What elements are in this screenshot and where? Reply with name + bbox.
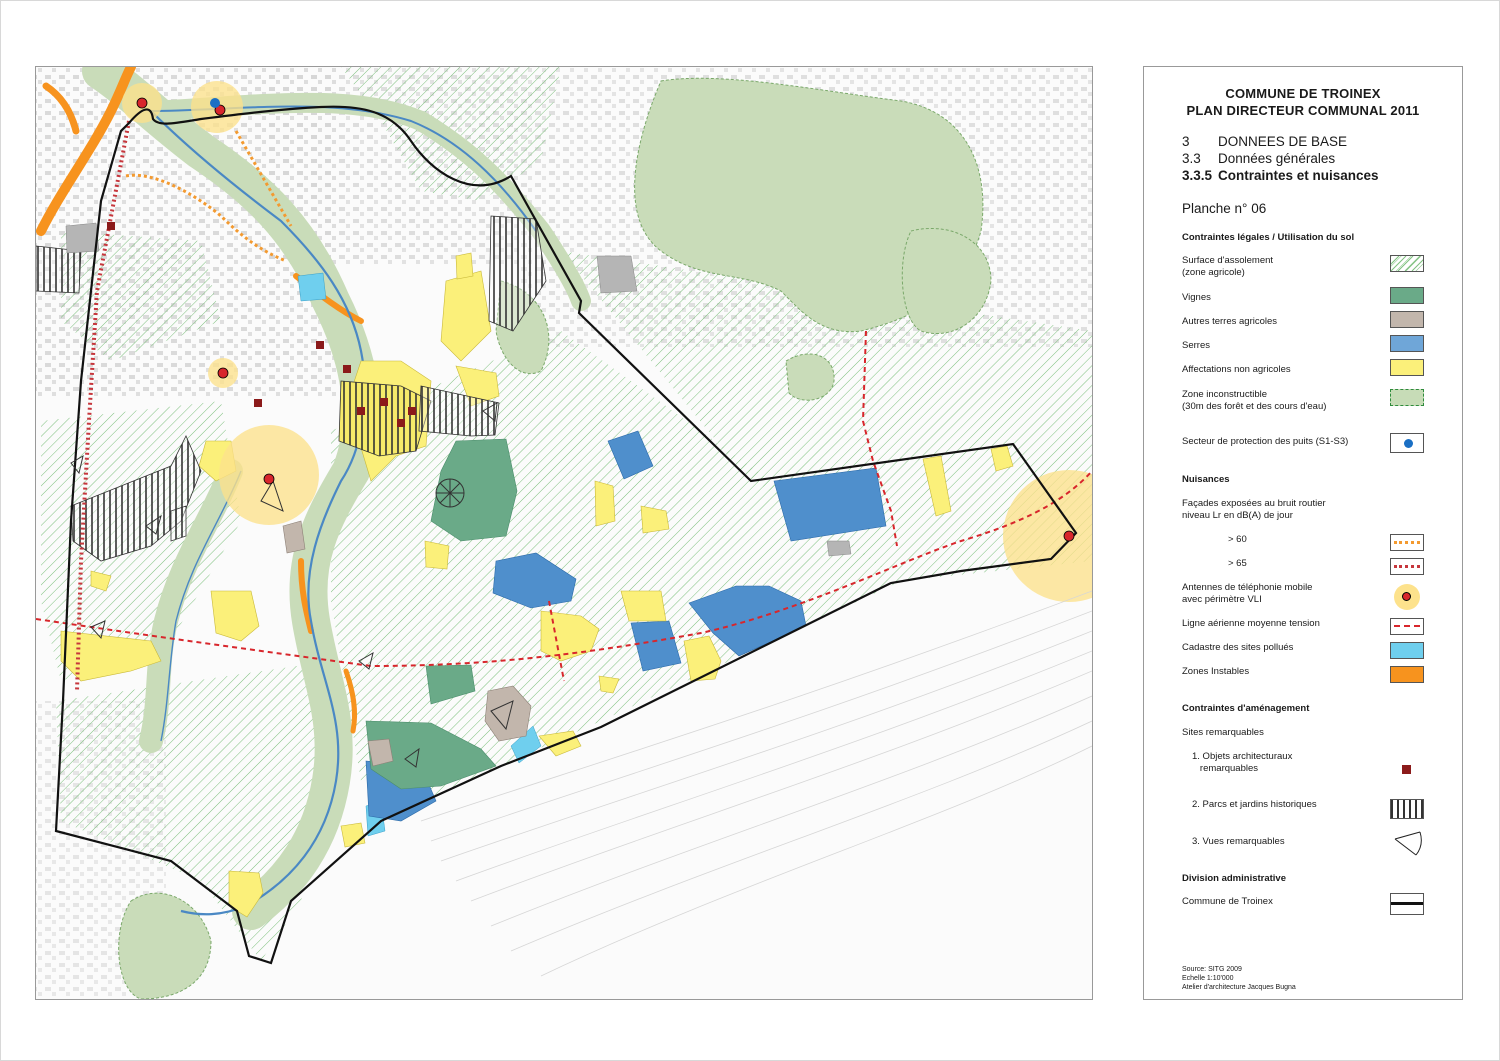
label-zone-inconstructible <box>1182 389 1326 413</box>
swatch-vignes <box>1390 287 1424 304</box>
title-commune: COMMUNE DE TROINEX <box>1225 86 1381 101</box>
label-line: Façades exposées au bruit routier <box>1182 498 1326 509</box>
section-text: Données générales <box>1218 151 1336 166</box>
title-plan: PLAN DIRECTEUR COMMUNAL 2011 <box>1186 103 1420 118</box>
section-text: DONNEES DE BASE <box>1218 134 1348 149</box>
author-line: Atelier d'architecture Jacques Bugna <box>1182 984 1296 991</box>
puits-dot-icon <box>1404 439 1413 448</box>
heading-division: Division administrative <box>1182 873 1287 884</box>
swatch-ligne-aerienne <box>1390 618 1424 635</box>
hatch-swatch <box>1391 256 1423 271</box>
label-surface-assolement <box>1182 255 1273 279</box>
label-line: Surface d'assolement <box>1182 255 1274 266</box>
section-3-3 <box>1182 151 1335 166</box>
legend-panel <box>1143 66 1463 1000</box>
section-3-3-5 <box>1182 168 1379 183</box>
section-text: Contraintes et nuisances <box>1218 168 1379 183</box>
label-line: Zone inconstructible <box>1182 389 1268 400</box>
label-line: 1. Objets architecturaux <box>1192 751 1293 762</box>
swatch-bruit-65 <box>1390 558 1424 575</box>
section-num: 3.3.5 <box>1182 168 1213 183</box>
heading-amenagement: Contraintes d'aménagement <box>1182 703 1310 714</box>
label-autres-terres: Autres terres agricoles <box>1182 316 1278 327</box>
antenna-dot-icon <box>1402 592 1411 601</box>
label-line: (zone agricole) <box>1182 267 1245 278</box>
label-serres: Serres <box>1182 340 1210 351</box>
swatch-autres-terres <box>1390 311 1424 328</box>
heading-contraintes-legales: Contraintes légales / Utilisation du sol <box>1182 232 1355 243</box>
label-affectations: Affectations non agricoles <box>1182 364 1291 375</box>
swatch-bruit-60 <box>1390 534 1424 551</box>
map-canvas <box>36 67 1092 999</box>
label-line: remarquables <box>1199 763 1259 774</box>
swatch-serres <box>1390 335 1424 352</box>
swatch-surface-assolement <box>1390 255 1424 272</box>
secteur-puits-marker <box>210 98 220 108</box>
label-line: avec périmètre VLI <box>1182 594 1262 605</box>
label-cadastre-pollues: Cadastre des sites pollués <box>1182 642 1294 653</box>
label-line: (30m des forêt et des cours d'eau) <box>1182 401 1327 412</box>
swatch-zone-inconstructible <box>1390 389 1424 406</box>
label-secteur-puits: Secteur de protection des puits (S1-S3) <box>1182 436 1349 447</box>
swatch-affectations <box>1390 359 1424 376</box>
label-objets <box>1192 751 1292 775</box>
antenna-icon <box>1394 584 1420 610</box>
label-commune: Commune de Troinex <box>1182 896 1273 907</box>
label-bruit-65: > 65 <box>1228 558 1247 569</box>
label-bruit-60: > 60 <box>1228 534 1247 545</box>
view-cone-icon <box>1392 829 1426 859</box>
section-num: 3.3 <box>1182 151 1201 166</box>
section-num: 3 <box>1182 134 1190 149</box>
objets-square-icon <box>1402 765 1411 774</box>
label-antennes <box>1182 582 1312 606</box>
heading-nuisances: Nuisances <box>1182 474 1230 485</box>
swatch-secteur-puits <box>1390 433 1424 453</box>
label-parcs: 2. Parcs et jardins historiques <box>1192 799 1317 810</box>
source-line: Source: SITG 2009 <box>1182 966 1242 973</box>
section-3 <box>1182 134 1347 149</box>
label-vues: 3. Vues remarquables <box>1192 836 1285 847</box>
dashed-line-icon <box>1394 625 1420 627</box>
label-facades <box>1182 498 1326 522</box>
label-vignes: Vignes <box>1182 292 1211 303</box>
swatch-parcs <box>1390 799 1424 819</box>
dotted-line-icon <box>1394 565 1420 568</box>
boundary-line-icon <box>1391 902 1423 905</box>
scale-line: Echelle 1:10'000 <box>1182 975 1234 982</box>
label-sites-remarquables: Sites remarquables <box>1182 727 1264 738</box>
label-zones-instables: Zones Instables <box>1182 666 1250 677</box>
map-frame[interactable] <box>35 66 1093 1000</box>
label-line: niveau Lr en dB(A) de jour <box>1182 510 1293 521</box>
label-ligne-aerienne: Ligne aérienne moyenne tension <box>1182 618 1320 629</box>
swatch-zones-instables <box>1390 666 1424 683</box>
swatch-commune <box>1390 893 1424 915</box>
label-line: Antennes de téléphonie mobile <box>1182 582 1313 593</box>
planche-number: Planche n° 06 <box>1182 201 1267 216</box>
dotted-line-icon <box>1394 541 1420 544</box>
swatch-cadastre-pollues <box>1390 642 1424 659</box>
